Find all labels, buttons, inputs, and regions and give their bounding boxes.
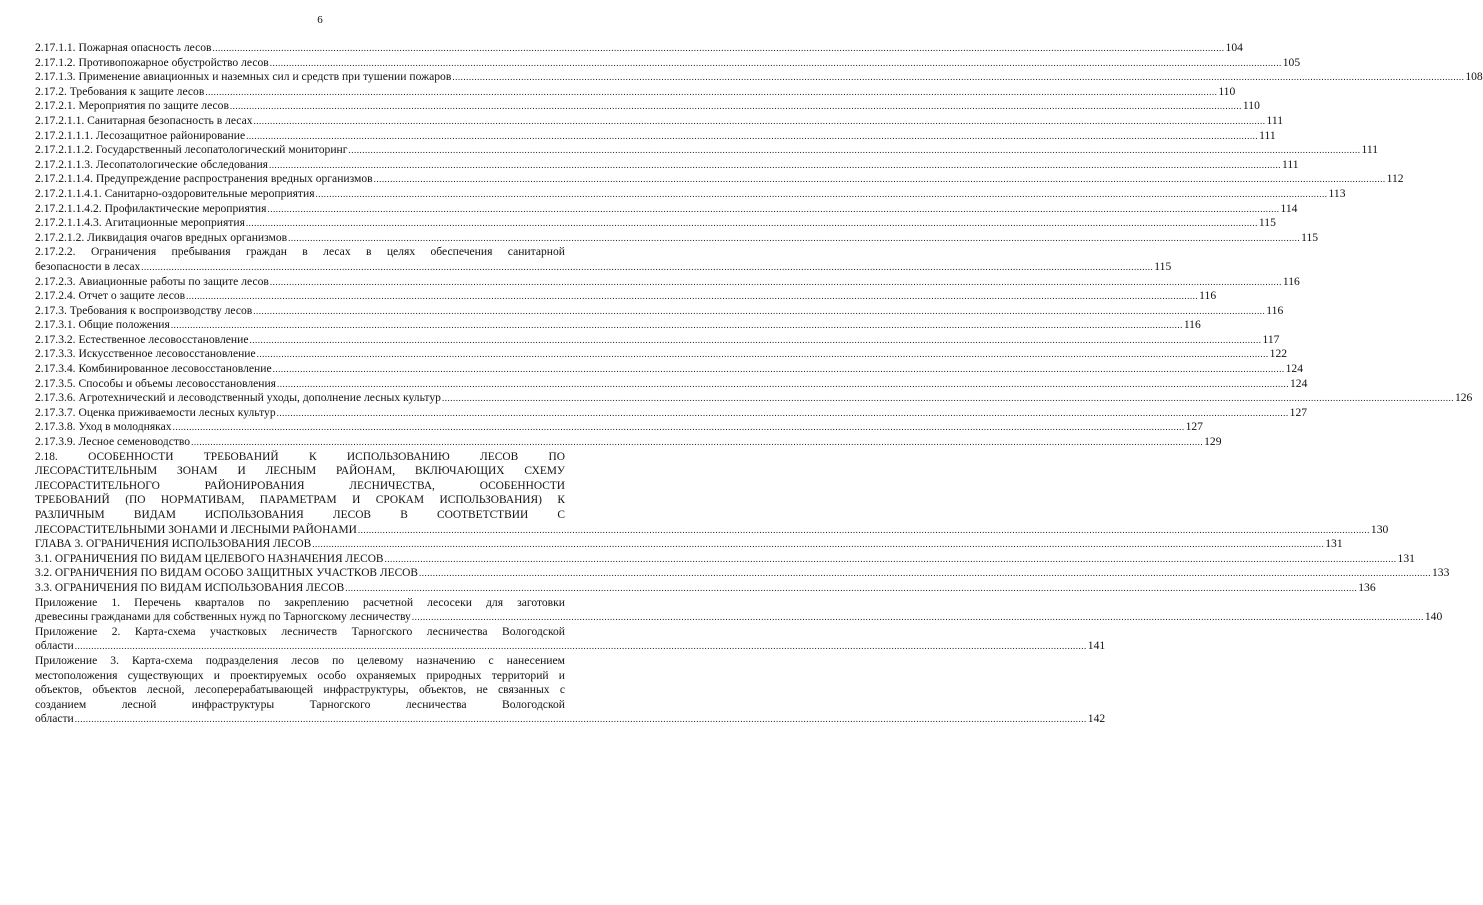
dot-leader	[173, 420, 1185, 435]
toc-entry-title-line: безопасности в лесах	[35, 259, 141, 273]
toc-entry-title: ГЛАВА 3. ОГРАНИЧЕНИЯ ИСПОЛЬЗОВАНИЯ ЛЕСОВ	[35, 538, 312, 551]
toc-entry-page: 124	[1290, 376, 1308, 390]
dot-leader	[385, 552, 1397, 567]
dot-leader	[186, 289, 1198, 304]
toc-entry-title-line: ЛЕСОРАСТИТЕЛЬНЫМИ ЗОНАМИ И ЛЕСНЫМИ РАЙОНАМИ	[35, 523, 357, 536]
toc-entry-page: 111	[1361, 143, 1379, 157]
dot-leader	[270, 275, 1282, 290]
toc-entry[interactable]	[35, 420, 1203, 435]
toc-entry-title-line: созданием лесной инфраструктуры Тарногского лесничества Вологодской	[35, 697, 565, 711]
toc-entry-title: 2.17.2.1.1.4.1. Санитарно-оздоровительные мероприятия	[35, 186, 315, 200]
toc-entry[interactable]	[35, 376, 1308, 392]
dot-leader	[277, 377, 1289, 392]
toc-entry-page: 115	[1301, 230, 1319, 244]
toc-entry-title: 2.17.3.4. Комбинированное лесовосстановление	[35, 362, 272, 376]
dot-leader	[75, 639, 1087, 654]
toc-entry-page: 111	[1282, 157, 1299, 171]
page-number: 6	[317, 14, 323, 26]
toc-entry-title-line: области	[35, 639, 74, 653]
toc-entry[interactable]	[35, 230, 1319, 246]
toc-entry-title: 2.17.2.4. Отчет о защите лесов	[35, 289, 186, 303]
toc-entry-page: 104	[1225, 41, 1243, 54]
toc-entry[interactable]	[35, 435, 1222, 450]
toc-entry-title: 2.17.3.3. Искусственное лесовосстановление	[35, 347, 256, 361]
toc-entry-page: 131	[1397, 551, 1415, 565]
toc-entry[interactable]	[35, 405, 1308, 421]
toc-entry-title-line: Приложение 1. Перечень кварталов по закреплению расчетной лесосеки для заготовки	[35, 595, 565, 609]
toc-entry-title: 2.17.2. Требования к защите лесов	[35, 84, 205, 98]
dot-leader	[213, 41, 1225, 56]
toc-entry-page: 108	[1465, 70, 1483, 84]
dot-leader	[316, 187, 1328, 202]
toc-entry[interactable]	[35, 318, 1201, 333]
toc-entry-page: 111	[1266, 113, 1284, 127]
toc-entry[interactable]	[35, 143, 1379, 158]
dot-leader	[442, 391, 1454, 406]
dot-leader	[374, 172, 1386, 187]
dot-leader	[452, 70, 1464, 85]
toc-entry[interactable]	[35, 566, 1450, 581]
toc-entry[interactable]	[35, 303, 1284, 319]
toc-entry-title: 2.17.2.1.1.4.2. Профилактические мероприятия	[35, 201, 267, 215]
toc-entry[interactable]	[35, 332, 1280, 348]
toc-entry-multiline[interactable]	[35, 595, 1443, 625]
toc-entry-page: 112	[1386, 172, 1404, 186]
toc-entry[interactable]	[35, 70, 1483, 85]
toc-entry-title-line: объектов, объектов лесной, лесоперерабатывающей инфраструктуры, объектов, не связанных с	[35, 683, 565, 697]
dot-leader	[246, 216, 1258, 231]
toc-entry-multiline[interactable]	[35, 450, 1389, 538]
toc-entry[interactable]	[35, 99, 1260, 114]
toc-entry[interactable]	[35, 128, 1276, 144]
toc-entry-page: 130	[1370, 522, 1389, 536]
toc-entry-title: 2.17.3.5. Способы и объемы лесовосстановления	[35, 376, 276, 390]
toc-entry[interactable]	[35, 55, 1301, 71]
dot-leader	[358, 523, 1370, 538]
toc-entry[interactable]	[35, 580, 1376, 596]
toc-entry-page: 140	[1424, 610, 1443, 624]
toc-entry-title-line: ТРЕБОВАНИЙ (ПО НОРМАТИВАМ, ПАРАМЕТРАМ И СРОКАМ ИСПОЛЬЗОВАНИЯ) К	[35, 494, 565, 507]
toc-entry[interactable]	[35, 274, 1300, 290]
toc-entry-page: 111	[1259, 128, 1276, 142]
toc-entry-page: 131	[1325, 537, 1343, 551]
toc-entry-page: 116	[1266, 303, 1284, 317]
toc-entry-title: 2.17.2.1.1.2. Государственный лесопатологический мониторинг	[35, 143, 348, 157]
toc-entry-page: 142	[1087, 712, 1106, 726]
toc-entry[interactable]	[35, 113, 1284, 129]
toc-entry-multiline[interactable]	[35, 653, 1106, 727]
toc-entry-page: 117	[1262, 332, 1280, 346]
toc-entry-title: 2.17.2.1.2. Ликвидация очагов вредных организмов	[35, 230, 288, 244]
toc-entry-title: 2.17.3.9. Лесное семеноводство	[35, 435, 191, 449]
toc-entry-page: 110	[1242, 99, 1260, 113]
toc-entry-page: 110	[1218, 84, 1236, 98]
toc-entry[interactable]	[35, 157, 1299, 173]
toc-entry-title-line: 2.17.2.2. Ограничения пребывания граждан в лесах в целях обеспечения санитарной	[35, 245, 565, 259]
toc-entry-page: 116	[1199, 289, 1217, 303]
toc-entry-title: 2.17.2.1. Мероприятия по защите лесов	[35, 99, 229, 113]
toc-entry-title-line: Приложение 2. Карта-схема участковых лесничеств Тарногского лесничества Вологодской	[35, 624, 565, 638]
toc-entry[interactable]	[35, 362, 1303, 377]
toc-entry-title-line: области	[35, 712, 74, 726]
dot-leader	[269, 158, 1281, 173]
toc-entry-title: 2.17.1.3. Применение авиационных и наземных сил и средств при тушении пожаров	[35, 70, 452, 84]
toc-entry[interactable]	[35, 186, 1346, 202]
dot-leader	[246, 129, 1258, 144]
toc-entry-title: 2.17.1.2. Противопожарное обустройство лесов	[35, 55, 269, 69]
dot-leader	[348, 143, 1360, 158]
toc-entry-page: 141	[1087, 639, 1106, 653]
toc-entry-page: 115	[1258, 216, 1276, 230]
toc-entry-page: 115	[1154, 259, 1172, 273]
dot-leader	[288, 231, 1300, 246]
toc-entry-title: 2.17.3.8. Уход в молодняках	[35, 420, 172, 434]
toc-entry-page: 114	[1280, 201, 1298, 215]
dot-leader	[270, 56, 1282, 71]
toc-entry-title: 2.17.2.1.1. Санитарная безопасность в лесах	[35, 113, 253, 127]
toc-entry-page: 124	[1285, 362, 1303, 376]
toc-entry[interactable]	[35, 216, 1276, 231]
toc-entry[interactable]	[35, 201, 1298, 217]
dot-leader	[171, 318, 1183, 333]
dot-leader	[419, 566, 1431, 581]
toc-entry-title: 2.17.2.1.1.1. Лесозащитное районирование	[35, 128, 246, 142]
toc-entry-title-line: местоположения существующих и проектируемых особо охраняемых природных территорий и	[35, 668, 565, 682]
dot-leader	[267, 202, 1279, 217]
dot-leader	[257, 347, 1269, 362]
toc-entry-page: 113	[1328, 186, 1346, 200]
dot-leader	[277, 406, 1289, 421]
toc-entry-page: 105	[1282, 55, 1301, 69]
toc-entry-page: 126	[1454, 391, 1473, 405]
dot-leader	[412, 610, 1424, 625]
toc-entry-page: 133	[1432, 566, 1450, 580]
dot-leader	[345, 581, 1357, 596]
toc-entry-page: 127	[1185, 420, 1203, 434]
toc-entry[interactable]	[35, 391, 1473, 406]
toc-entry-title-line: ЛЕСОРАСТИТЕЛЬНОГО РАЙОНИРОВАНИЯ ЛЕСНИЧЕСТВА, ОСОБЕННОСТИ	[35, 479, 565, 492]
dot-leader	[205, 85, 1217, 100]
toc-entry[interactable]	[35, 347, 1288, 362]
toc-entry-multiline[interactable]	[35, 245, 1172, 274]
toc-entry-page: 127	[1289, 405, 1308, 419]
toc-entry-title: 2.17.3.1. Общие положения	[35, 318, 170, 332]
dot-leader	[254, 114, 1266, 129]
toc-entry[interactable]	[35, 537, 1343, 552]
toc-entry[interactable]	[35, 172, 1404, 187]
table-of-contents	[35, 41, 1483, 727]
toc-entry[interactable]	[35, 289, 1217, 304]
toc-entry-title: 2.17.2.1.1.3. Лесопатологические обследования	[35, 157, 268, 171]
toc-entry-title-line: древесины гражданами для собственных нужд по Тарногскому лесничеству	[35, 610, 411, 624]
toc-entry[interactable]	[35, 84, 1236, 100]
toc-entry-page: 136	[1358, 580, 1376, 594]
toc-entry-page: 116	[1282, 274, 1300, 288]
dot-leader	[141, 260, 1153, 275]
toc-entry-title-line: Приложение 3. Карта-схема подразделения лесов по целевому назначению с нанесением	[35, 653, 565, 667]
toc-entry-title: 2.17.2.1.1.4.3. Агитационные мероприятия	[35, 216, 245, 230]
toc-entry-title: 3.2. ОГРАНИЧЕНИЯ ПО ВИДАМ ОСОБО ЗАЩИТНЫХ УЧАСТКОВ ЛЕСОВ	[35, 567, 418, 580]
dot-leader	[253, 304, 1265, 319]
toc-entry-title: 2.17.3. Требования к воспроизводству лесов	[35, 303, 253, 317]
toc-entry-page: 129	[1204, 435, 1222, 449]
toc-entry-page: 116	[1183, 318, 1201, 332]
toc-entry-title: 2.17.1.1. Пожарная опасность лесов	[35, 41, 212, 54]
toc-entry-page: 122	[1269, 347, 1288, 361]
toc-entry[interactable]	[35, 41, 1243, 56]
toc-entry-title-line: 2.18. ОСОБЕННОСТИ ТРЕБОВАНИЙ К ИСПОЛЬЗОВАНИЮ ЛЕСОВ ПО	[35, 450, 565, 463]
toc-entry-title: 2.17.2.3. Авиационные работы по защите лесов	[35, 274, 269, 288]
dot-leader	[230, 99, 1242, 114]
dot-leader	[191, 435, 1203, 450]
dot-leader	[273, 362, 1285, 377]
toc-entry-title: 3.3. ОГРАНИЧЕНИЯ ПО ВИДАМ ИСПОЛЬЗОВАНИЯ ЛЕСОВ	[35, 581, 345, 594]
toc-entry-title: 2.17.3.6. Агротехнический и лесоводственный уходы, дополнение лесных культур	[35, 391, 441, 405]
toc-entry-title: 3.1. ОГРАНИЧЕНИЯ ПО ВИДАМ ЦЕЛЕВОГО НАЗНАЧЕНИЯ ЛЕСОВ	[35, 552, 384, 565]
toc-entry-title-line: РАЗЛИЧНЫМ ВИДАМ ИСПОЛЬЗОВАНИЯ ЛЕСОВ В СООТВЕТСТВИИ С	[35, 509, 565, 521]
dot-leader	[75, 712, 1087, 727]
dot-leader	[312, 537, 1324, 552]
dot-leader	[249, 333, 1261, 348]
toc-entry-title: 2.17.3.7. Оценка приживаемости лесных культур	[35, 405, 276, 419]
toc-entry-title: 2.17.2.1.1.4. Предупреждение распространения вредных организмов	[35, 172, 373, 186]
toc-entry-title-line: ЛЕСОРАСТИТЕЛЬНЫМ ЗОНАМ И ЛЕСНЫМ РАЙОНАМ, ВКЛЮЧАЮЩИХ СХЕМУ	[35, 465, 565, 478]
toc-entry-multiline[interactable]	[35, 624, 1106, 654]
toc-entry[interactable]	[35, 551, 1415, 567]
toc-entry-title: 2.17.3.2. Естественное лесовосстановление	[35, 332, 249, 346]
